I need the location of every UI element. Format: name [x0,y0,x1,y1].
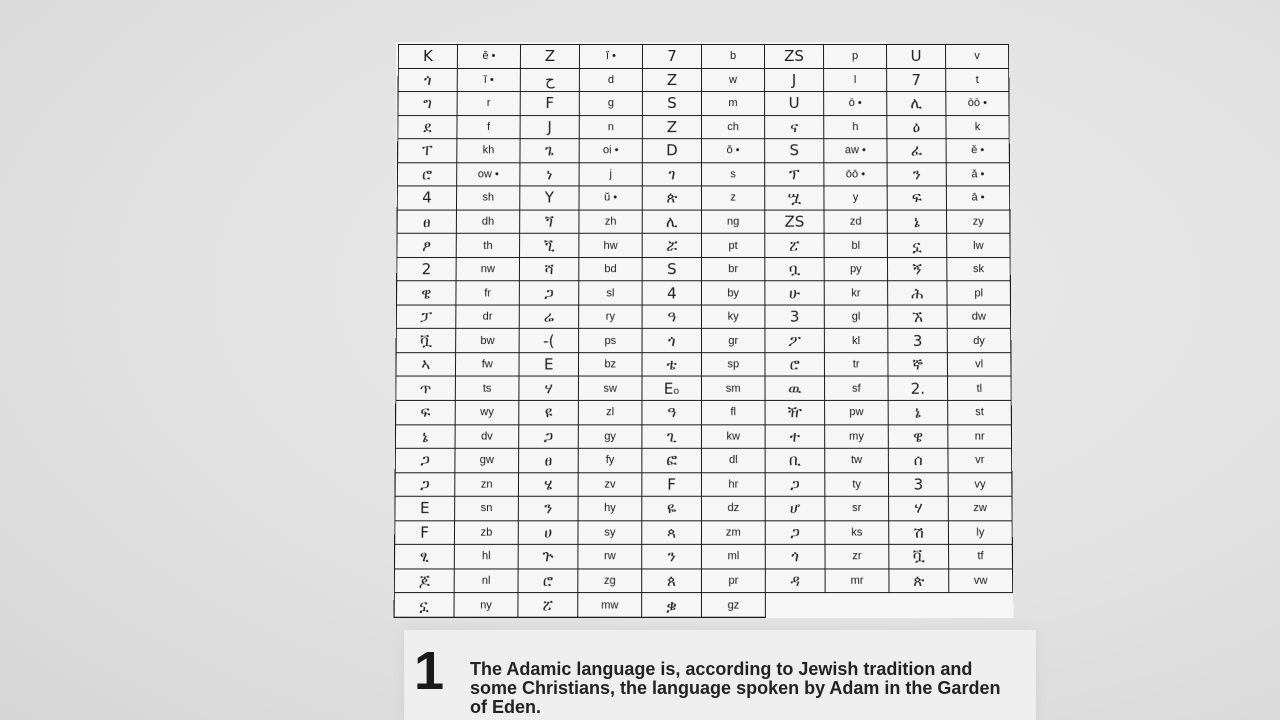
sound-value-cell: tw [825,448,889,472]
sound-value-cell: d [579,68,642,92]
adamic-glyph-cell: ZS [765,210,824,234]
sound-value-cell: dz [701,496,765,520]
adamic-glyph-cell: ቌ [642,593,702,617]
sound-value-cell: zv [578,472,642,496]
adamic-glyph-cell: 3 [765,305,824,329]
adamic-glyph-cell: ح [520,68,579,92]
table-row [398,44,1008,68]
adamic-glyph-cell: ኗ [394,593,454,617]
sound-value-cell: ĭ • [579,44,642,68]
sound-value-cell: gz [701,593,765,617]
adamic-alphabet-table [394,44,1014,618]
adamic-glyph-cell: ፍ [396,400,456,424]
adamic-glyph-cell: ፓ [396,305,456,329]
sound-value-cell: l [824,68,887,92]
adamic-glyph-cell: ዥ [765,400,825,424]
sound-value-cell: sy [578,520,642,544]
caption-number: 1 [414,641,445,701]
adamic-glyph-cell: ቢ [765,448,825,472]
sound-value-cell: bl [824,234,887,258]
sound-value-cell: br [701,257,764,281]
sound-value-cell: k [946,115,1009,139]
adamic-glyph-cell: U [887,44,946,68]
caption-text: The Adamic language is, according to Jewish tradition and some Christians, the language spoken by Adam in the Garden of Eden. [470,659,1001,717]
sound-value-cell: p [824,44,887,68]
table-row [397,234,1010,258]
sound-value-cell: nw [456,257,519,281]
adamic-glyph-cell: ሕ [888,281,947,305]
sound-value-cell: bd [579,257,642,281]
sound-value-cell: rw [578,545,642,569]
adamic-glyph-cell: ተ [765,424,825,448]
adamic-glyph-cell: ፀ [519,448,579,472]
adamic-glyph-cell: Eₒ [642,376,702,400]
sound-value-cell: sw [578,376,642,400]
adamic-glyph-cell: ቯ [396,329,456,353]
sound-value-cell: gy [578,424,642,448]
adamic-glyph-cell: ዳ [765,569,825,593]
table-row [395,472,1012,496]
adamic-glyph-cell: S [642,92,701,116]
sound-value-cell: g [579,92,642,116]
adamic-glyph-cell: ጘ [520,210,579,234]
adamic-glyph-cell: ሽ [889,520,949,544]
sound-value-cell: ml [701,545,765,569]
sound-value-cell: ĭ • [457,68,520,92]
sound-value-cell: zn [455,472,519,496]
adamic-glyph-cell: ZS [765,44,824,68]
sound-value-cell: dy [947,329,1011,353]
table-row [397,210,1010,234]
adamic-glyph-cell: -( [519,329,579,353]
adamic-glyph-cell: ዓ [642,400,702,424]
adamic-glyph-cell: ገ [642,162,701,186]
adamic-glyph-cell: ቯ [889,545,949,569]
adamic-glyph-cell: ሰ [888,448,948,472]
adamic-glyph-cell: ጎ [398,68,457,92]
adamic-glyph-cell: Z [520,44,579,68]
sound-value-cell: dv [455,424,519,448]
adamic-glyph-cell: ሮ [397,162,456,186]
sound-value-cell: sr [825,496,889,520]
adamic-glyph-cell: ፎ [642,448,702,472]
table-row [395,424,1011,448]
sound-value-cell: wy [455,400,519,424]
adamic-glyph-cell: ጰ [642,569,702,593]
adamic-glyph-cell: ጋ [395,448,455,472]
adamic-glyph-cell: ኗ [887,234,946,258]
adamic-glyph-cell: ጥ [396,376,456,400]
adamic-glyph-cell: ሃ [519,376,579,400]
adamic-glyph-cell: ዩ [519,400,579,424]
sound-value-cell: by [701,281,764,305]
table-row [397,186,1010,210]
adamic-glyph-cell: ፘ [765,234,824,258]
adamic-glyph-cell: ፘ [518,593,578,617]
adamic-glyph-cell: ፐ [398,139,457,163]
table-row [398,92,1009,116]
adamic-glyph-cell: ግ [398,92,457,116]
adamic-glyph-cell: D [642,139,701,163]
sound-value-cell: vy [948,472,1012,496]
adamic-glyph-cell: ዓ [642,305,701,329]
sound-value-cell: gl [824,305,888,329]
sound-value-cell: n [579,115,642,139]
sound-value-cell: bw [456,329,520,353]
adamic-glyph-cell: ፕ [765,162,824,186]
sound-value-cell: ry [579,305,642,329]
adamic-glyph-cell: ን [642,545,702,569]
adamic-glyph-cell: ፀ [397,210,456,234]
sound-value-cell: pt [701,234,764,258]
sound-value-cell: sl [579,281,642,305]
table-row [397,162,1009,186]
sound-value-cell: sn [455,496,519,520]
adamic-glyph-cell: ሆ [765,496,825,520]
empty-cell [889,593,1013,617]
sound-value-cell: dr [456,305,520,329]
sound-value-cell: nr [948,424,1012,448]
sound-value-cell: oi • [579,139,642,163]
sound-value-cell: pr [701,569,765,593]
adamic-glyph-cell: ጕ [518,545,578,569]
sound-value-cell: ly [948,520,1012,544]
sound-value-cell: s [701,162,764,186]
adamic-glyph-cell: ሃ [889,496,949,520]
adamic-glyph-cell: E [519,353,579,377]
adamic-glyph-cell: 4 [642,281,701,305]
adamic-glyph-cell: ሮ [765,353,825,377]
sound-value-cell: kr [824,281,887,305]
sound-value-cell: tl [948,376,1012,400]
adamic-glyph-cell: Z [642,115,701,139]
sound-value-cell: kl [824,329,888,353]
sound-value-cell: th [456,234,519,258]
adamic-glyph-cell: ሊ [887,92,946,116]
sound-value-cell: dl [701,448,765,472]
table-row [394,569,1012,593]
sound-value-cell: ǎ • [946,162,1009,186]
adamic-glyph-cell: ዕ [887,115,946,139]
sound-value-cell: vr [948,448,1012,472]
sound-value-cell: fr [456,281,520,305]
sound-value-cell: fl [701,400,765,424]
sound-value-cell: ps [579,329,643,353]
adamic-glyph-cell: ጎ [765,545,825,569]
adamic-glyph-cell: ሄ [518,472,578,496]
sound-value-cell: z [701,186,764,210]
sound-value-cell: gw [455,448,519,472]
adamic-glyph-cell: ኝ [887,257,946,281]
adamic-glyph-cell: ፍ [887,186,946,210]
sound-value-cell: ts [455,376,519,400]
adamic-glyph-cell: ኔ [887,210,946,234]
adamic-glyph-cell: ነ [520,162,579,186]
adamic-glyph-cell: F [520,92,579,116]
table-row [398,139,1010,163]
sound-value-cell: r [457,92,520,116]
adamic-glyph-cell: 7 [642,44,701,68]
adamic-glyph-cell: ጳ [642,520,702,544]
table-row [395,448,1012,472]
sound-value-cell: ō • [824,92,887,116]
sound-value-cell: nl [454,569,518,593]
sound-value-cell: sk [947,257,1011,281]
sound-value-cell: ā • [946,186,1009,210]
adamic-glyph-cell: ፈ [887,139,946,163]
sound-value-cell: zd [824,210,887,234]
adamic-glyph-cell: ኧ [888,305,948,329]
adamic-glyph-cell: Z [642,68,701,92]
adamic-glyph-cell: 2 [397,257,456,281]
adamic-glyph-cell: F [642,472,702,496]
sound-value-cell: ch [701,115,764,139]
sound-value-cell: sh [456,186,519,210]
sound-value-cell: zb [454,520,518,544]
adamic-glyph-cell: ጋ [395,472,455,496]
sound-value-cell: ow • [457,162,520,186]
adamic-glyph-cell: J [520,115,579,139]
sound-value-cell: ĕ • [457,44,520,68]
adamic-glyph-cell: 3 [888,472,948,496]
sound-value-cell: b [701,44,764,68]
adamic-glyph-cell: ን [887,162,946,186]
adamic-glyph-cell: ዬ [642,496,702,520]
sound-value-cell: ky [701,305,764,329]
sound-value-cell: zg [578,569,642,593]
table-row [396,353,1011,377]
sound-value-cell: gr [701,329,764,353]
adamic-glyph-cell: ሬ [519,305,578,329]
sound-value-cell: pw [825,400,889,424]
sound-value-cell: ks [825,520,889,544]
sound-value-cell: ĕ • [946,139,1009,163]
sound-value-cell: zl [578,400,642,424]
sound-value-cell: hy [578,496,642,520]
adamic-glyph-cell: ሻ [519,257,578,281]
adamic-glyph-cell: ኔ [395,424,455,448]
sound-value-cell: hw [579,234,642,258]
sound-value-cell: kw [701,424,765,448]
table-row [397,257,1011,281]
adamic-glyph-cell: ጵ [889,569,949,593]
adamic-glyph-cell: ዉ [765,376,825,400]
table-row [397,281,1011,305]
adamic-glyph-cell: ደ [398,115,457,139]
adamic-glyph-cell: F [395,520,455,544]
sound-value-cell: m [701,92,764,116]
table-row [395,496,1012,520]
adamic-glyph-cell: ፆ [397,234,456,258]
adamic-glyph-cell: U [765,92,824,116]
sound-value-cell: sp [701,353,765,377]
adamic-glyph-cell: ፂ [395,545,455,569]
sound-value-cell: hl [454,545,518,569]
sound-value-cell: ōō • [824,162,887,186]
sound-value-cell: sf [824,376,888,400]
sound-value-cell: y [824,186,887,210]
sound-value-cell: mw [578,593,642,617]
sound-value-cell: ng [701,210,764,234]
adamic-glyph-cell: ቴ [642,353,701,377]
sound-value-cell: zy [947,210,1010,234]
sound-value-cell: dw [947,305,1011,329]
sound-value-cell: st [948,400,1012,424]
adamic-glyph-cell: ጎ [642,329,701,353]
sound-value-cell: ny [454,593,518,617]
sound-value-cell: t [946,68,1009,92]
sound-value-cell: hr [701,472,765,496]
sound-value-cell: pl [947,281,1011,305]
adamic-glyph-cell: 2. [888,376,948,400]
sound-value-cell: sm [701,376,765,400]
sound-value-cell: f [457,115,520,139]
sound-value-cell: zr [825,545,889,569]
sound-value-cell: h [824,115,887,139]
adamic-glyph-cell: Y [520,186,579,210]
adamic-glyph-cell: 7 [887,68,946,92]
sound-value-cell: vw [949,569,1013,593]
sound-value-cell: kh [457,139,520,163]
adamic-glyph-cell: ጋ [519,424,579,448]
adamic-glyph-cell: ና [765,115,824,139]
table-row [396,305,1010,329]
adamic-glyph-cell: E [395,496,455,520]
table-row [398,68,1009,92]
caption-card [404,630,1036,720]
adamic-glyph-cell: ሊ [642,210,701,234]
adamic-glyph-cell: ሧ [765,186,824,210]
adamic-glyph-cell: ኞ [888,353,948,377]
adamic-glyph-cell: ጊ [642,424,702,448]
adamic-glyph-cell: ኣ [396,353,456,377]
sound-value-cell: my [825,424,889,448]
adamic-glyph-cell: ጋ [519,281,578,305]
sound-value-cell: ŭ • [579,186,642,210]
sound-value-cell: dh [456,210,519,234]
alphabet-table-body [394,44,1013,617]
sound-value-cell: vl [947,353,1011,377]
adamic-glyph-cell: ቧ [765,257,824,281]
sound-value-cell: bz [578,353,642,377]
adamic-glyph-cell: ፖ [765,329,824,353]
adamic-glyph-cell: ጌ [520,139,579,163]
adamic-glyph-cell: K [398,44,457,68]
adamic-glyph-cell: ሀ [518,520,578,544]
sound-value-cell: ŏ • [701,139,764,163]
adamic-glyph-cell: J [765,68,824,92]
sound-value-cell: zw [948,496,1012,520]
table-row [396,376,1011,400]
adamic-glyph-cell: ጆ [394,569,454,593]
table-row [395,545,1013,569]
adamic-glyph-cell: ዌ [397,281,457,305]
adamic-glyph-cell: ዌ [888,424,948,448]
sound-value-cell: zm [701,520,765,544]
sound-value-cell: aw • [824,139,887,163]
adamic-glyph-cell: ሯ [642,234,701,258]
table-row [396,329,1011,353]
adamic-glyph-cell: ጋ [765,520,825,544]
table-row [394,593,1013,617]
sound-value-cell: w [701,68,764,92]
sound-value-cell: fy [578,448,642,472]
adamic-glyph-cell: 4 [397,186,456,210]
adamic-glyph-cell: ሮ [518,569,578,593]
sound-value-cell: ōō • [946,92,1009,116]
sound-value-cell: zh [579,210,642,234]
adamic-glyph-cell: ን [518,496,578,520]
adamic-glyph-cell: ጚ [520,234,579,258]
sound-value-cell: j [579,162,642,186]
table-row [395,520,1013,544]
sound-value-cell: fw [455,353,519,377]
empty-cell [765,593,889,617]
adamic-glyph-cell: 3 [888,329,948,353]
adamic-glyph-cell: S [765,139,824,163]
sound-value-cell: v [946,44,1009,68]
adamic-glyph-cell: ጋ [765,472,825,496]
sound-value-cell: tr [824,353,888,377]
sound-value-cell: mr [825,569,889,593]
sound-value-cell: py [824,257,887,281]
table-row [396,400,1012,424]
sound-value-cell: ty [825,472,889,496]
sound-value-cell: lw [947,234,1010,258]
adamic-glyph-cell: ጵ [642,186,701,210]
adamic-glyph-cell: ኔ [888,400,948,424]
adamic-glyph-cell: ሁ [765,281,824,305]
sound-value-cell: tf [949,545,1013,569]
adamic-glyph-cell: S [642,257,701,281]
table-row [398,115,1009,139]
